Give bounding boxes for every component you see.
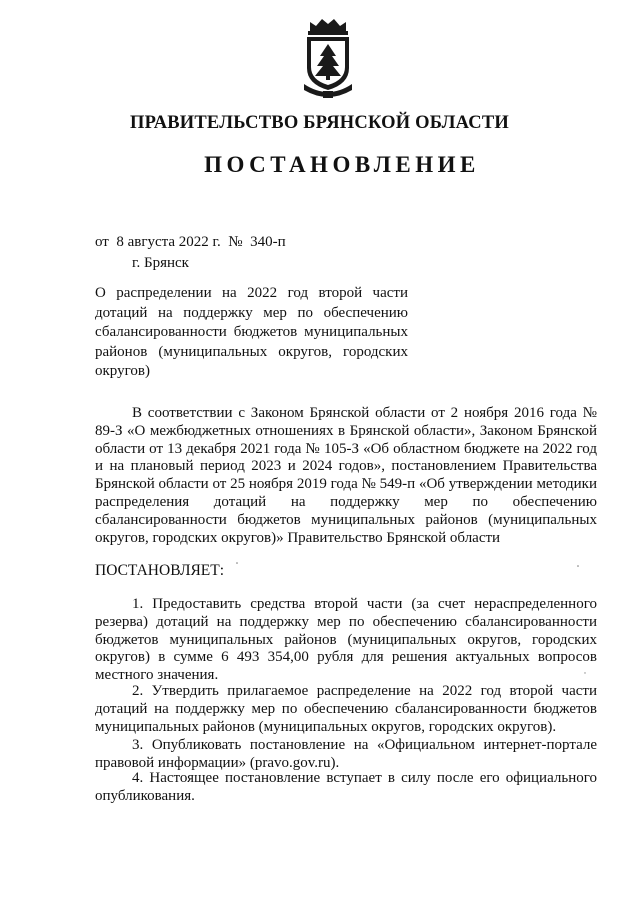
resolution-item-4: 4. Настоящее постановление вступает в силу после его официального опубликования. (95, 770, 597, 804)
resolution-item-3: 3. Опубликовать постановление на «Официальном интернет-портале правовой информации» (pravo.gov.ru). (95, 737, 597, 771)
government-title: ПРАВИТЕЛЬСТВО БРЯНСКОЙ ОБЛАСТИ (129, 113, 509, 133)
document-subject: О распределении на 2022 год второй части дотаций на поддержку мер по обеспечению сбалансированности бюджетов муниципальных районов (муниципальных округов, городских округов) (95, 285, 408, 379)
coat-of-arms-icon (302, 18, 354, 100)
document-date-number: от 8 августа 2022 г. № 340-п (95, 234, 286, 250)
resolution-item-2: 2. Утвердить прилагаемое распределение на 2022 год второй части дотаций на поддержку мер по обеспечению сбалансированности бюджетов муниципальных районов (муниципальных округов, городских округов). (95, 683, 597, 735)
preamble-paragraph: В соответствии с Законом Брянской области от 2 ноября 2016 года № 89-З «О межбюджетных отношениях в Брянской области», Законом Брянской области от 13 декабря 2021 года № 105-З «Об областном бюджете на 2022 год и на плановый период 2023 и 2024 годов», постановлением Правительства Брянской области от 25 ноября 2019 года № 549-п «Об утверждении методики распределения дотаций на поддержку мер по обеспечению сбалансированности бюджетов муниципальных районов (муниципальных округов, городских округов)» Правительство Брянской области (95, 405, 597, 546)
resolution-item-1: 1. Предоставить средства второй части (за счет нераспределенного резерва) дотаций на поддержку мер по обеспечению сбалансированности бюджетов муниципальных районов (муниципальных округов, городских округов) в сумме 6 493 354,00 рубля для решения актуальных вопросов местного значения. (95, 596, 597, 684)
resolves-heading: ПОСТАНОВЛЯЕТ: (95, 562, 225, 579)
document-city: г. Брянск (132, 255, 189, 271)
document-type-heading: ПОСТАНОВЛЕНИЕ (204, 152, 480, 177)
